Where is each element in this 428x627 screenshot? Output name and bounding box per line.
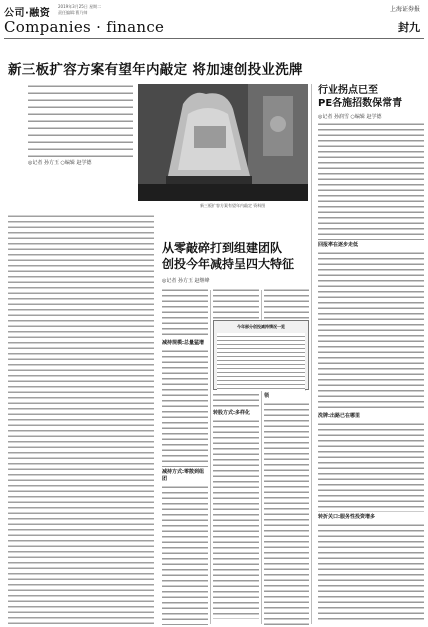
right-subhead-2: 洗牌:出路已在哪里 bbox=[318, 413, 361, 419]
second-headline-line1: 从零敲碎打到组建团队 bbox=[162, 241, 283, 255]
photo-caption: 新三板扩容方案有望年内敲定 资料图 bbox=[200, 203, 266, 208]
second-byline: ◎记者 孙方玉 赵继峰 bbox=[162, 278, 210, 284]
lead-byline: ◎记者 孙方玉 ○编辑 赵学德 bbox=[28, 160, 92, 166]
header-rule bbox=[4, 38, 424, 39]
right-headline bbox=[318, 84, 424, 110]
right-headline-line2: PE各施招数保常青 bbox=[318, 98, 403, 109]
right-headline-line1: 行业拐点已至 bbox=[318, 85, 378, 96]
lead-photo bbox=[138, 84, 308, 201]
right-body bbox=[318, 122, 424, 624]
subhead-transfer: 转股方式:多样化 bbox=[213, 410, 251, 416]
lead-intro bbox=[28, 84, 133, 167]
header-meta-date: 2019年3月25日 星期二 bbox=[58, 4, 102, 9]
subhead-market: 领 bbox=[264, 393, 270, 399]
right-subhead-1: 回报率在逐步走低 bbox=[318, 242, 359, 248]
table-title: 今年部分创投减持情况一览 bbox=[237, 324, 285, 329]
header bbox=[0, 0, 428, 40]
header-meta-editor: 责任编辑:曹乃帅 bbox=[58, 10, 88, 15]
lead-headline: 新三板扩容方案有望年内敲定 将加速创投业洗牌 bbox=[8, 62, 303, 78]
second-headline-line2: 创投今年减持呈四大特征 bbox=[162, 257, 295, 271]
reduction-table bbox=[213, 320, 309, 390]
bell-illustration bbox=[138, 84, 308, 201]
second-body-col-a bbox=[162, 288, 208, 624]
subhead-total: 减持规模:总量猛增 bbox=[162, 340, 205, 346]
section-title: 公司·融资 bbox=[4, 8, 51, 19]
second-headline bbox=[162, 240, 294, 272]
subhead-method: 减持方式:零散到组团 bbox=[162, 469, 205, 482]
lead-body-col1 bbox=[8, 214, 154, 624]
page-number: 封九 bbox=[398, 21, 420, 34]
newspaper-name: 上海证券报 bbox=[389, 6, 420, 13]
section-subtitle: Companies · finance bbox=[4, 18, 165, 36]
right-byline: ◎记者 孙润雪 ○编辑 赵学德 bbox=[318, 114, 382, 120]
right-subhead-3: 转折关口:服务性投资增多 bbox=[318, 514, 376, 520]
